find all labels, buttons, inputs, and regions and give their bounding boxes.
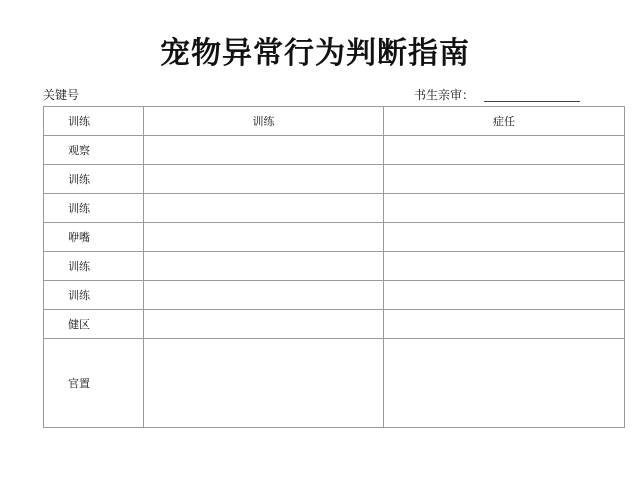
page-title: 宠物异常行为判断指南: [160, 36, 470, 71]
behavior-guide-table: [43, 106, 625, 428]
row-cell-col3[interactable]: [384, 339, 625, 428]
row-cell-col3[interactable]: [384, 136, 625, 165]
keyword-label: 关键号: [43, 88, 80, 102]
header-cell-2: 训练: [144, 107, 384, 136]
row-label: 训练: [44, 281, 144, 310]
table-row: [44, 194, 625, 223]
row-cell-col3[interactable]: [384, 194, 625, 223]
table-row: [44, 281, 625, 310]
table-row: [44, 223, 625, 252]
row-label: 健区: [44, 310, 144, 339]
row-cell-col3[interactable]: [384, 281, 625, 310]
table-row: [44, 136, 625, 165]
row-cell-col2[interactable]: [144, 165, 384, 194]
reviewer-blank-line[interactable]: [484, 89, 580, 102]
row-cell-col2[interactable]: [144, 281, 384, 310]
row-cell-col3[interactable]: [384, 252, 625, 281]
table-row: [44, 310, 625, 339]
row-label: 官置: [44, 339, 144, 428]
row-cell-col3[interactable]: [384, 165, 625, 194]
header-cell-3: 症任: [384, 107, 625, 136]
row-cell-col2[interactable]: [144, 310, 384, 339]
reviewer-label: 书生亲审：: [414, 88, 475, 102]
row-cell-col2[interactable]: [144, 223, 384, 252]
row-label: 咿嘴: [44, 223, 144, 252]
row-cell-col3[interactable]: [384, 310, 625, 339]
row-label: 训练: [44, 252, 144, 281]
row-cell-col3[interactable]: [384, 223, 625, 252]
table-row: [44, 165, 625, 194]
reviewer-field: [414, 88, 580, 102]
table-row: [44, 339, 625, 428]
row-label: 观察: [44, 136, 144, 165]
header-cell-1: 训练: [44, 107, 144, 136]
row-label: 训练: [44, 194, 144, 223]
row-cell-col2[interactable]: [144, 339, 384, 428]
table-header-row: [44, 107, 625, 136]
table-row: [44, 252, 625, 281]
row-cell-col2[interactable]: [144, 194, 384, 223]
row-cell-col2[interactable]: [144, 136, 384, 165]
row-cell-col2[interactable]: [144, 252, 384, 281]
row-label: 训练: [44, 165, 144, 194]
